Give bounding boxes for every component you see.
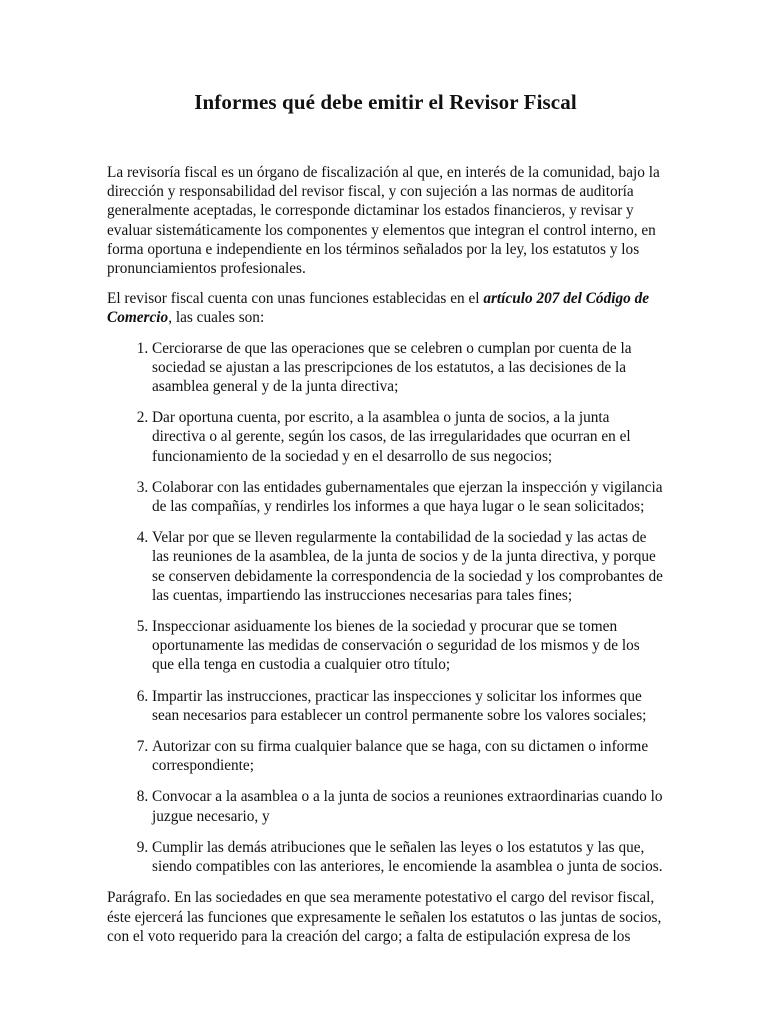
list-item: 6. Impartir las instrucciones, practicar las inspecciones y solicitar los informes que sean necesarios para establecer un control permanente sobre los valores sociales; bbox=[152, 687, 664, 725]
functions-intro-before: El revisor fiscal cuenta con unas funciones establecidas en el bbox=[107, 290, 484, 308]
list-item: 4. Velar por que se lleven regularmente la contabilidad de la sociedad y las actas de las reuniones de la asamblea, de la junta de socios y de la junta directiva, y porque se conserven debidamente la correspondencia de la sociedad y los comprobantes de las cuentas, impartiendo las instrucciones necesarias para tales fines; bbox=[152, 528, 664, 605]
paragrafo-paragraph: Parágrafo. En las sociedades en que sea meramente potestativo el cargo del revisor fiscal, éste ejercerá las funciones que expresamente le señalen los estatutos o las juntas de socios, con el voto requerido para la creación del cargo; a falta de estipulación expresa de los bbox=[107, 889, 662, 945]
intro-paragraph: La revisoría fiscal es un órgano de fiscalización al que, en interés de la comunidad, bajo la dirección y responsabilidad del revisor fiscal, y con sujeción a las normas de auditoría generalmente aceptadas, le corresponde dictaminar los estados financieros, y revisar y evaluar sistemáticamente los componentes y elementos que integran el control interno, en forma oportuna e independiente en los términos señalados por la ley, los estatutos y los pronunciamientos profesionales. bbox=[107, 164, 660, 278]
code-article-reference: artículo 207 del Código de Comercio bbox=[107, 290, 650, 327]
list-item: 1. Cerciorarse de que las operaciones que se celebren o cumplan por cuenta de la sociedad se ajustan a las prescripciones de los estatutos, a las decisiones de la asamblea general y de la junta directiva; bbox=[152, 339, 664, 397]
list-item: 8. Convocar a la asamblea o a la junta de socios a reuniones extraordinarias cuando lo juzgue necesario, y bbox=[152, 787, 664, 825]
functions-intro-after: , las cuales son: bbox=[168, 309, 265, 327]
list-item: 3. Colaborar con las entidades gubernamentales que ejerzan la inspección y vigilancia de las compañías, y rendirles los informes a que haya lugar o le sean solicitados; bbox=[152, 478, 664, 516]
list-item: 7. Autorizar con su firma cualquier balance que se haga, con su dictamen o informe correspondiente; bbox=[152, 737, 664, 775]
list-item: 2. Dar oportuna cuenta, por escrito, a la asamblea o junta de socios, a la junta directiva o al gerente, según los casos, de las irregularidades que ocurran en el funcionamiento de la sociedad y en el desarrollo de sus negocios; bbox=[152, 408, 664, 466]
list-item: 5. Inspeccionar asiduamente los bienes de la sociedad y procurar que se tomen oportunamente las medidas de conservación o seguridad de los mismos y de los que ella tenga en custodia a cualquier otro título; bbox=[152, 617, 664, 675]
page-title: Informes qué debe emitir el Revisor Fiscal bbox=[194, 90, 577, 114]
functions-list bbox=[107, 339, 664, 877]
list-item: 9. Cumplir las demás atribuciones que le señalen las leyes o los estatutos y las que, siendo compatibles con las anteriores, le encomiende la asamblea o junta de socios. bbox=[152, 838, 664, 876]
functions-intro-paragraph bbox=[107, 289, 664, 327]
